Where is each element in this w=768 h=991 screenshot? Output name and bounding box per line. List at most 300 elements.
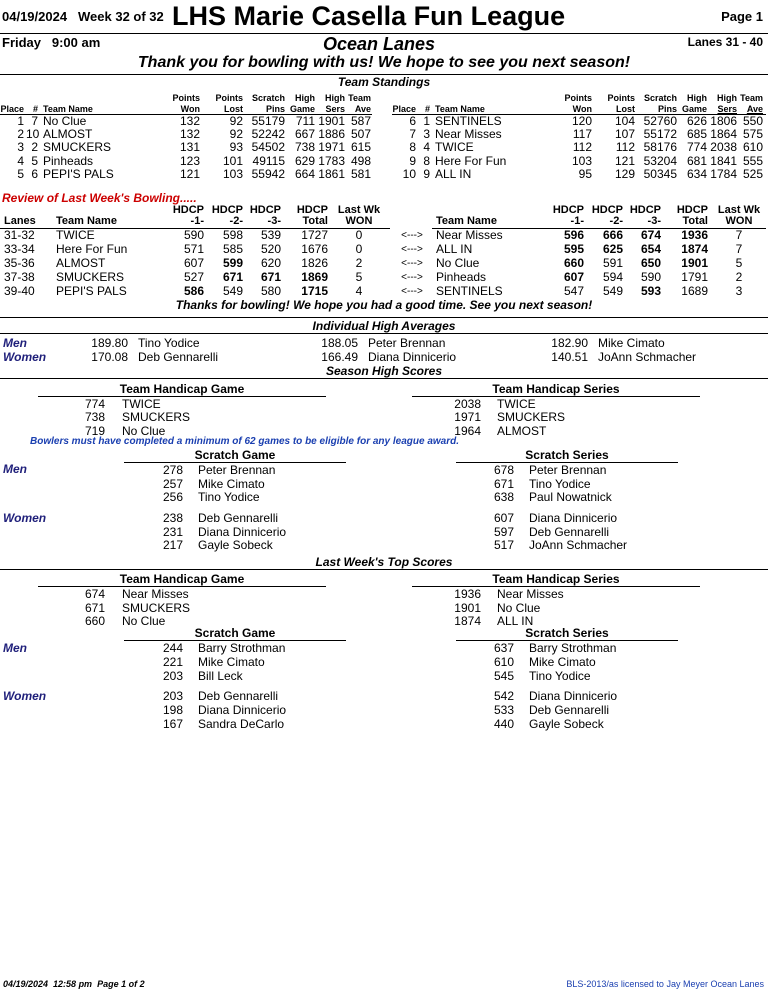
score-value: 719 bbox=[84, 423, 105, 438]
review-cell-og1: 607 bbox=[563, 270, 584, 284]
standings-cell-ave: 498 bbox=[350, 153, 371, 168]
score-name: ALMOST bbox=[497, 423, 547, 438]
review-cell-won: 0 bbox=[355, 242, 363, 256]
standings-cell-team: ALL IN bbox=[435, 166, 472, 181]
review-cell-lanes: 35-36 bbox=[4, 256, 35, 270]
score-value: 203 bbox=[162, 689, 183, 703]
score-name: Paul Nowatnick bbox=[529, 490, 612, 504]
standings-cell-ave: 610 bbox=[742, 140, 763, 155]
review-cell-tot: 1869 bbox=[301, 270, 328, 284]
bowler-name: Mike Cimato bbox=[598, 336, 665, 350]
review-cell-g2: 585 bbox=[222, 242, 243, 256]
score-value: 1971 bbox=[454, 410, 481, 425]
review-cell-otot: 1791 bbox=[681, 270, 708, 284]
score-name: No Clue bbox=[122, 423, 166, 438]
standings-cell-hg: 629 bbox=[294, 153, 315, 168]
average-value: 189.80 bbox=[91, 336, 128, 350]
standings-cell-num: 3 bbox=[423, 127, 430, 142]
review-cell-team: TWICE bbox=[56, 228, 95, 242]
standings-cell-pins: 55179 bbox=[251, 114, 285, 128]
column-header: Lost bbox=[224, 104, 243, 114]
score-value: 231 bbox=[162, 524, 183, 539]
column-header: HDCP bbox=[172, 204, 204, 216]
standings-cell-place: 6 bbox=[409, 114, 416, 128]
review-vs-arrow: <---> bbox=[401, 286, 423, 297]
standings-cell-hs: 1841 bbox=[710, 153, 737, 168]
standings-cell-num: 5 bbox=[31, 153, 38, 168]
standings-cell-pins: 49115 bbox=[252, 153, 285, 168]
review-cell-tot: 1676 bbox=[301, 242, 328, 256]
score-value: 257 bbox=[162, 476, 183, 491]
review-cell-otot: 1901 bbox=[681, 256, 708, 270]
review-cell-lanes: 39-40 bbox=[4, 284, 35, 298]
review-cell-team: PEPI'S PALS bbox=[56, 284, 127, 298]
column-header: Game bbox=[681, 104, 707, 114]
review-cell-og1: 596 bbox=[563, 228, 584, 242]
review-cell-won: 4 bbox=[355, 284, 363, 298]
standings-cell-team: No Clue bbox=[43, 114, 87, 128]
review-cell-og1: 595 bbox=[563, 242, 584, 256]
score-value: 167 bbox=[162, 717, 183, 731]
standings-cell-won: 131 bbox=[179, 140, 200, 155]
score-name: Diana Dinnicerio bbox=[529, 689, 618, 703]
score-name: JoAnn Schmacher bbox=[529, 538, 628, 552]
score-name: Peter Brennan bbox=[198, 463, 276, 477]
season-men-label: Men bbox=[3, 462, 27, 476]
standings-cell-won: 95 bbox=[578, 166, 592, 181]
column-header: Points bbox=[215, 93, 243, 103]
review-cell-tot: 1715 bbox=[301, 284, 328, 298]
score-name: Diana Dinnicerio bbox=[529, 511, 618, 525]
standings-cell-hg: 738 bbox=[294, 140, 315, 155]
standings-cell-place: 5 bbox=[17, 166, 24, 181]
column-header: -1- bbox=[190, 215, 204, 227]
score-value: 1964 bbox=[454, 423, 481, 438]
standings-cell-team: PEPI'S PALS bbox=[43, 166, 114, 181]
review-cell-oteam: SENTINELS bbox=[436, 284, 503, 298]
column-header: Pins bbox=[265, 104, 285, 114]
score-name: Deb Gennarelli bbox=[198, 511, 279, 525]
score-name: Tino Yodice bbox=[198, 490, 260, 504]
review-cell-owon: 3 bbox=[735, 284, 743, 298]
standings-cell-hg: 626 bbox=[686, 114, 707, 128]
standings-cell-won: 103 bbox=[571, 153, 592, 168]
standings-cell-won: 132 bbox=[179, 127, 200, 142]
standings-cell-hs: 1861 bbox=[318, 166, 345, 181]
review-cell-og3: 593 bbox=[640, 284, 661, 298]
score-name: Sandra DeCarlo bbox=[198, 717, 285, 731]
review-cell-g1: 586 bbox=[183, 284, 204, 298]
standings-cell-team: ALMOST bbox=[43, 127, 93, 142]
standings-cell-lost: 112 bbox=[615, 140, 635, 155]
score-name: Near Misses bbox=[497, 587, 564, 601]
standings-cell-lost: 101 bbox=[222, 153, 243, 168]
score-value: 1874 bbox=[454, 614, 481, 628]
season-scratch-series-title: Scratch Series bbox=[525, 448, 609, 462]
standings-cell-hg: 681 bbox=[686, 153, 707, 168]
column-header: Team bbox=[740, 93, 763, 103]
review-cell-g3: 539 bbox=[260, 228, 281, 242]
score-value: 738 bbox=[84, 410, 105, 425]
standings-cell-hg: 685 bbox=[686, 127, 707, 142]
standings-cell-team: TWICE bbox=[435, 140, 474, 155]
league-title: LHS Marie Casella Fun League bbox=[172, 1, 566, 31]
review-cell-won: 2 bbox=[355, 256, 363, 270]
column-header: HDCP bbox=[591, 204, 623, 216]
standings-cell-place: 3 bbox=[17, 140, 24, 155]
section-rule bbox=[0, 378, 768, 379]
column-header: Total bbox=[682, 215, 708, 227]
averages-women-label: Women bbox=[3, 350, 47, 364]
review-cell-og2: 591 bbox=[602, 256, 623, 270]
score-value: 217 bbox=[162, 538, 183, 552]
standings-cell-pins: 55942 bbox=[251, 166, 285, 181]
review-cell-oteam: ALL IN bbox=[436, 242, 473, 256]
column-header: Pins bbox=[657, 104, 677, 114]
average-value: 140.51 bbox=[551, 350, 588, 364]
season-scratch-game-title: Scratch Game bbox=[194, 448, 276, 462]
thanks-banner: Thank you for bowling with us! We hope to see you next season! bbox=[137, 54, 631, 71]
standings-cell-num: 9 bbox=[423, 166, 430, 181]
standings-cell-hs: 1864 bbox=[710, 127, 737, 142]
review-cell-g2: 599 bbox=[222, 256, 243, 270]
review-cell-team: Here For Fun bbox=[56, 242, 128, 256]
column-header: Won bbox=[572, 104, 592, 114]
review-cell-og3: 590 bbox=[640, 270, 661, 284]
standings-cell-pins: 50345 bbox=[643, 166, 677, 181]
standings-cell-team: SMUCKERS bbox=[43, 140, 112, 155]
season-team-game-title: Team Handicap Game bbox=[119, 382, 245, 396]
score-value: 671 bbox=[493, 476, 514, 491]
standings-cell-hg: 634 bbox=[686, 166, 707, 181]
score-value: 221 bbox=[162, 655, 183, 669]
review-cell-owon: 7 bbox=[735, 242, 743, 256]
day-time: Friday 9:00 am bbox=[2, 35, 101, 50]
standings-cell-place: 7 bbox=[409, 127, 416, 142]
score-name: TWICE bbox=[497, 397, 536, 411]
bowler-name: Tino Yodice bbox=[138, 336, 200, 350]
standings-cell-ave: 615 bbox=[350, 140, 371, 155]
review-cell-owon: 5 bbox=[735, 256, 743, 270]
standings-cell-place: 2 bbox=[17, 127, 24, 142]
score-value: 256 bbox=[162, 490, 183, 504]
score-name: Tino Yodice bbox=[529, 476, 591, 491]
score-value: 542 bbox=[493, 689, 514, 703]
column-header: Game bbox=[289, 104, 315, 114]
score-value: 660 bbox=[84, 614, 105, 628]
review-cell-tot: 1727 bbox=[301, 228, 328, 242]
column-header: Lost bbox=[616, 104, 635, 114]
review-cell-tot: 1826 bbox=[301, 256, 328, 270]
standings-cell-won: 112 bbox=[572, 140, 592, 155]
column-header: High bbox=[687, 93, 707, 103]
score-value: 278 bbox=[162, 463, 183, 477]
standings-cell-hg: 664 bbox=[294, 166, 315, 181]
column-header: Scratch bbox=[643, 93, 677, 103]
column-header: Team Name bbox=[43, 104, 93, 114]
last-week-title: Last Week's Top Scores bbox=[315, 555, 453, 569]
score-value: 678 bbox=[493, 463, 514, 477]
standings-cell-num: 4 bbox=[423, 140, 430, 155]
column-header: Sers bbox=[717, 104, 737, 114]
score-name: Mike Cimato bbox=[529, 655, 596, 669]
lanes-label: Lanes 31 - 40 bbox=[687, 35, 763, 49]
score-value: 2038 bbox=[454, 397, 481, 411]
standings-cell-lost: 103 bbox=[222, 166, 243, 181]
standings-cell-pins: 55172 bbox=[643, 127, 677, 142]
review-cell-won: 5 bbox=[355, 270, 363, 284]
standings-cell-ave: 555 bbox=[742, 153, 763, 168]
standings-cell-lost: 92 bbox=[229, 127, 243, 142]
standings-cell-hs: 1783 bbox=[318, 153, 345, 168]
column-header: HDCP bbox=[629, 204, 661, 216]
review-cell-g3: 520 bbox=[260, 242, 281, 256]
score-name: SMUCKERS bbox=[122, 410, 191, 425]
column-header: -1- bbox=[570, 215, 584, 227]
review-cell-og2: 666 bbox=[602, 228, 623, 242]
title-underline bbox=[38, 396, 326, 397]
standings-cell-num: 10 bbox=[26, 127, 40, 142]
review-cell-oteam: No Clue bbox=[436, 256, 480, 270]
score-name: Deb Gennarelli bbox=[529, 703, 610, 717]
averages-men-label: Men bbox=[3, 336, 27, 350]
bowler-name: Diana Dinnicerio bbox=[368, 350, 457, 364]
season-women-label: Women bbox=[3, 511, 47, 525]
score-name: ALL IN bbox=[497, 614, 534, 628]
score-name: Gayle Sobeck bbox=[198, 538, 273, 552]
column-header: # bbox=[424, 104, 430, 114]
review-vs-arrow: <---> bbox=[401, 244, 423, 255]
review-cell-og2: 625 bbox=[602, 242, 623, 256]
standings-cell-num: 6 bbox=[31, 166, 38, 181]
column-header: Points bbox=[172, 93, 200, 103]
score-name: Mike Cimato bbox=[198, 655, 265, 669]
average-value: 170.08 bbox=[91, 350, 128, 364]
standings-cell-lost: 104 bbox=[614, 114, 635, 128]
standings-cell-place: 4 bbox=[17, 153, 24, 168]
column-header: Ave bbox=[746, 104, 763, 114]
score-value: 545 bbox=[493, 669, 514, 683]
report-date: 04/19/2024 bbox=[2, 9, 68, 24]
review-cell-og3: 674 bbox=[640, 228, 661, 242]
score-value: 203 bbox=[162, 669, 183, 683]
column-header: Sers bbox=[325, 104, 345, 114]
column-header: Last Wk bbox=[337, 204, 381, 216]
score-value: 1901 bbox=[454, 600, 481, 615]
score-name: Barry Strothman bbox=[529, 641, 617, 655]
score-name: Gayle Sobeck bbox=[529, 717, 604, 731]
column-header: Place bbox=[0, 104, 24, 114]
score-value: 674 bbox=[84, 587, 105, 601]
lw-scratch-game-title: Scratch Game bbox=[194, 626, 276, 640]
standings-cell-hs: 1806 bbox=[710, 114, 737, 128]
column-header: -2- bbox=[229, 215, 243, 227]
score-name: Barry Strothman bbox=[198, 641, 286, 655]
column-header: Lanes bbox=[4, 215, 36, 227]
standings-cell-hg: 667 bbox=[294, 127, 315, 142]
column-header: Total bbox=[302, 215, 328, 227]
season-high-title: Season High Scores bbox=[325, 364, 443, 378]
score-value: 440 bbox=[493, 717, 514, 731]
standings-cell-won: 132 bbox=[179, 114, 200, 128]
review-cell-g1: 527 bbox=[183, 270, 204, 284]
averages-title: Individual High Averages bbox=[312, 319, 456, 333]
column-header: HDCP bbox=[211, 204, 243, 216]
bowler-name: Deb Gennarelli bbox=[138, 350, 219, 364]
footer-license: BLS-2013/as licensed to Jay Meyer Ocean Lanes bbox=[566, 979, 764, 989]
score-name: Diana Dinnicerio bbox=[198, 703, 287, 717]
standings-cell-won: 120 bbox=[571, 114, 592, 128]
score-name: Bill Leck bbox=[198, 669, 243, 683]
column-header: WON bbox=[725, 215, 753, 227]
review-cell-oteam: Near Misses bbox=[436, 228, 503, 242]
review-cell-otot: 1874 bbox=[681, 242, 708, 256]
column-header: Team Name bbox=[435, 104, 485, 114]
review-cell-g1: 590 bbox=[183, 228, 204, 242]
column-header: Team Name bbox=[436, 215, 497, 227]
review-vs-arrow: <---> bbox=[401, 230, 423, 241]
review-cell-og3: 650 bbox=[640, 256, 661, 270]
column-header: Won bbox=[180, 104, 200, 114]
lw-scratch-series-title: Scratch Series bbox=[525, 626, 609, 640]
average-value: 188.05 bbox=[321, 336, 358, 350]
column-header: Team Name bbox=[56, 215, 117, 227]
standings-cell-hg: 711 bbox=[295, 114, 315, 128]
column-header: Team bbox=[348, 93, 371, 103]
standings-cell-hs: 2038 bbox=[710, 140, 737, 155]
bowler-name: JoAnn Schmacher bbox=[598, 350, 697, 364]
score-name: Deb Gennarelli bbox=[198, 689, 279, 703]
standings-cell-num: 8 bbox=[423, 153, 430, 168]
score-value: 637 bbox=[493, 641, 514, 655]
review-title: Review of Last Week's Bowling..... bbox=[2, 191, 197, 205]
lw-team-series-title: Team Handicap Series bbox=[492, 572, 620, 586]
review-cell-og2: 594 bbox=[602, 270, 623, 284]
average-value: 166.49 bbox=[321, 350, 358, 364]
score-name: No Clue bbox=[497, 600, 541, 615]
score-value: 244 bbox=[162, 641, 183, 655]
standings-cell-place: 10 bbox=[402, 166, 416, 181]
score-name: SMUCKERS bbox=[122, 600, 191, 615]
review-thanks: Thanks for bowling! We hope you had a good time. See you next season! bbox=[175, 298, 593, 312]
column-header: -2- bbox=[609, 215, 623, 227]
score-name: SMUCKERS bbox=[497, 410, 566, 425]
standings-cell-place: 9 bbox=[409, 153, 416, 168]
week-label: Week 32 of 32 bbox=[78, 9, 164, 24]
standings-cell-team: SENTINELS bbox=[435, 114, 502, 128]
section-rule bbox=[0, 569, 768, 570]
standings-cell-hs: 1784 bbox=[710, 166, 737, 181]
score-name: Near Misses bbox=[122, 587, 189, 601]
standings-title: Team Standings bbox=[337, 75, 431, 89]
footer-timestamp: 04/19/2024 12:58 pm Page 1 of 2 bbox=[3, 979, 145, 989]
standings-cell-lost: 129 bbox=[614, 166, 635, 181]
score-value: 638 bbox=[493, 490, 514, 504]
review-cell-team: SMUCKERS bbox=[56, 270, 125, 284]
column-header: WON bbox=[345, 215, 373, 227]
standings-cell-place: 1 bbox=[17, 114, 24, 128]
score-value: 774 bbox=[84, 397, 105, 411]
review-cell-owon: 7 bbox=[735, 228, 743, 242]
review-cell-won: 0 bbox=[355, 228, 363, 242]
review-cell-otot: 1936 bbox=[681, 228, 708, 242]
score-value: 517 bbox=[493, 538, 514, 552]
review-cell-lanes: 33-34 bbox=[4, 242, 35, 256]
standings-cell-pins: 58176 bbox=[643, 140, 677, 155]
score-name: Deb Gennarelli bbox=[529, 524, 610, 539]
column-header: HDCP bbox=[552, 204, 584, 216]
score-value: 607 bbox=[493, 511, 514, 525]
standings-cell-num: 2 bbox=[31, 140, 38, 155]
score-name: Diana Dinnicerio bbox=[198, 524, 287, 539]
standings-cell-ave: 507 bbox=[350, 127, 371, 142]
standings-cell-lost: 121 bbox=[614, 153, 635, 168]
section-rule bbox=[0, 333, 768, 334]
standings-cell-place: 8 bbox=[409, 140, 416, 155]
score-value: 533 bbox=[493, 703, 514, 717]
standings-cell-ave: 581 bbox=[350, 166, 371, 181]
standings-cell-won: 117 bbox=[572, 127, 592, 142]
lw-women-label: Women bbox=[3, 689, 47, 703]
standings-cell-hs: 1901 bbox=[318, 114, 345, 128]
review-cell-g2: 598 bbox=[222, 228, 243, 242]
score-name: Peter Brennan bbox=[529, 463, 607, 477]
review-cell-og2: 549 bbox=[602, 284, 623, 298]
eligibility-note: Bowlers must have completed a minimum of 62 games to be eligible for any league award. bbox=[30, 436, 460, 447]
lw-team-game-title: Team Handicap Game bbox=[119, 572, 245, 586]
column-header: High bbox=[325, 93, 345, 103]
score-name: Tino Yodice bbox=[529, 669, 591, 683]
review-cell-g1: 607 bbox=[183, 256, 204, 270]
review-cell-g3: 671 bbox=[260, 270, 281, 284]
score-value: 610 bbox=[493, 655, 514, 669]
review-vs-arrow: <---> bbox=[401, 258, 423, 269]
column-header: -3- bbox=[267, 215, 281, 227]
column-header: Points bbox=[607, 93, 635, 103]
score-value: 1936 bbox=[454, 587, 481, 601]
standings-cell-pins: 54502 bbox=[251, 140, 285, 155]
standings-cell-pins: 53204 bbox=[643, 153, 677, 168]
review-cell-team: ALMOST bbox=[56, 256, 106, 270]
standings-cell-num: 1 bbox=[423, 114, 430, 128]
standings-cell-lost: 107 bbox=[614, 127, 635, 142]
column-header: Last Wk bbox=[717, 204, 761, 216]
standings-cell-hg: 774 bbox=[686, 140, 707, 155]
column-header: Ave bbox=[354, 104, 371, 114]
standings-cell-team: Pinheads bbox=[43, 153, 94, 168]
score-value: 238 bbox=[162, 511, 183, 525]
standings-cell-ave: 575 bbox=[742, 127, 763, 142]
review-cell-owon: 2 bbox=[735, 270, 743, 284]
center-name: Ocean Lanes bbox=[323, 34, 436, 54]
column-header: High bbox=[295, 93, 315, 103]
column-header: High bbox=[717, 93, 737, 103]
standings-cell-team: Near Misses bbox=[435, 127, 502, 142]
bowler-name: Peter Brennan bbox=[368, 336, 446, 350]
standings-cell-ave: 550 bbox=[742, 114, 763, 128]
column-header: HDCP bbox=[676, 204, 708, 216]
score-value: 597 bbox=[493, 524, 514, 539]
column-header: Place bbox=[392, 104, 416, 114]
review-cell-lanes: 37-38 bbox=[4, 270, 35, 284]
standings-cell-pins: 52242 bbox=[251, 127, 285, 142]
standings-cell-hs: 1971 bbox=[318, 140, 345, 155]
score-name: TWICE bbox=[122, 397, 161, 411]
review-cell-lanes: 31-32 bbox=[4, 228, 35, 242]
score-value: 198 bbox=[162, 703, 183, 717]
review-cell-g2: 671 bbox=[222, 270, 243, 284]
review-cell-og1: 660 bbox=[563, 256, 584, 270]
